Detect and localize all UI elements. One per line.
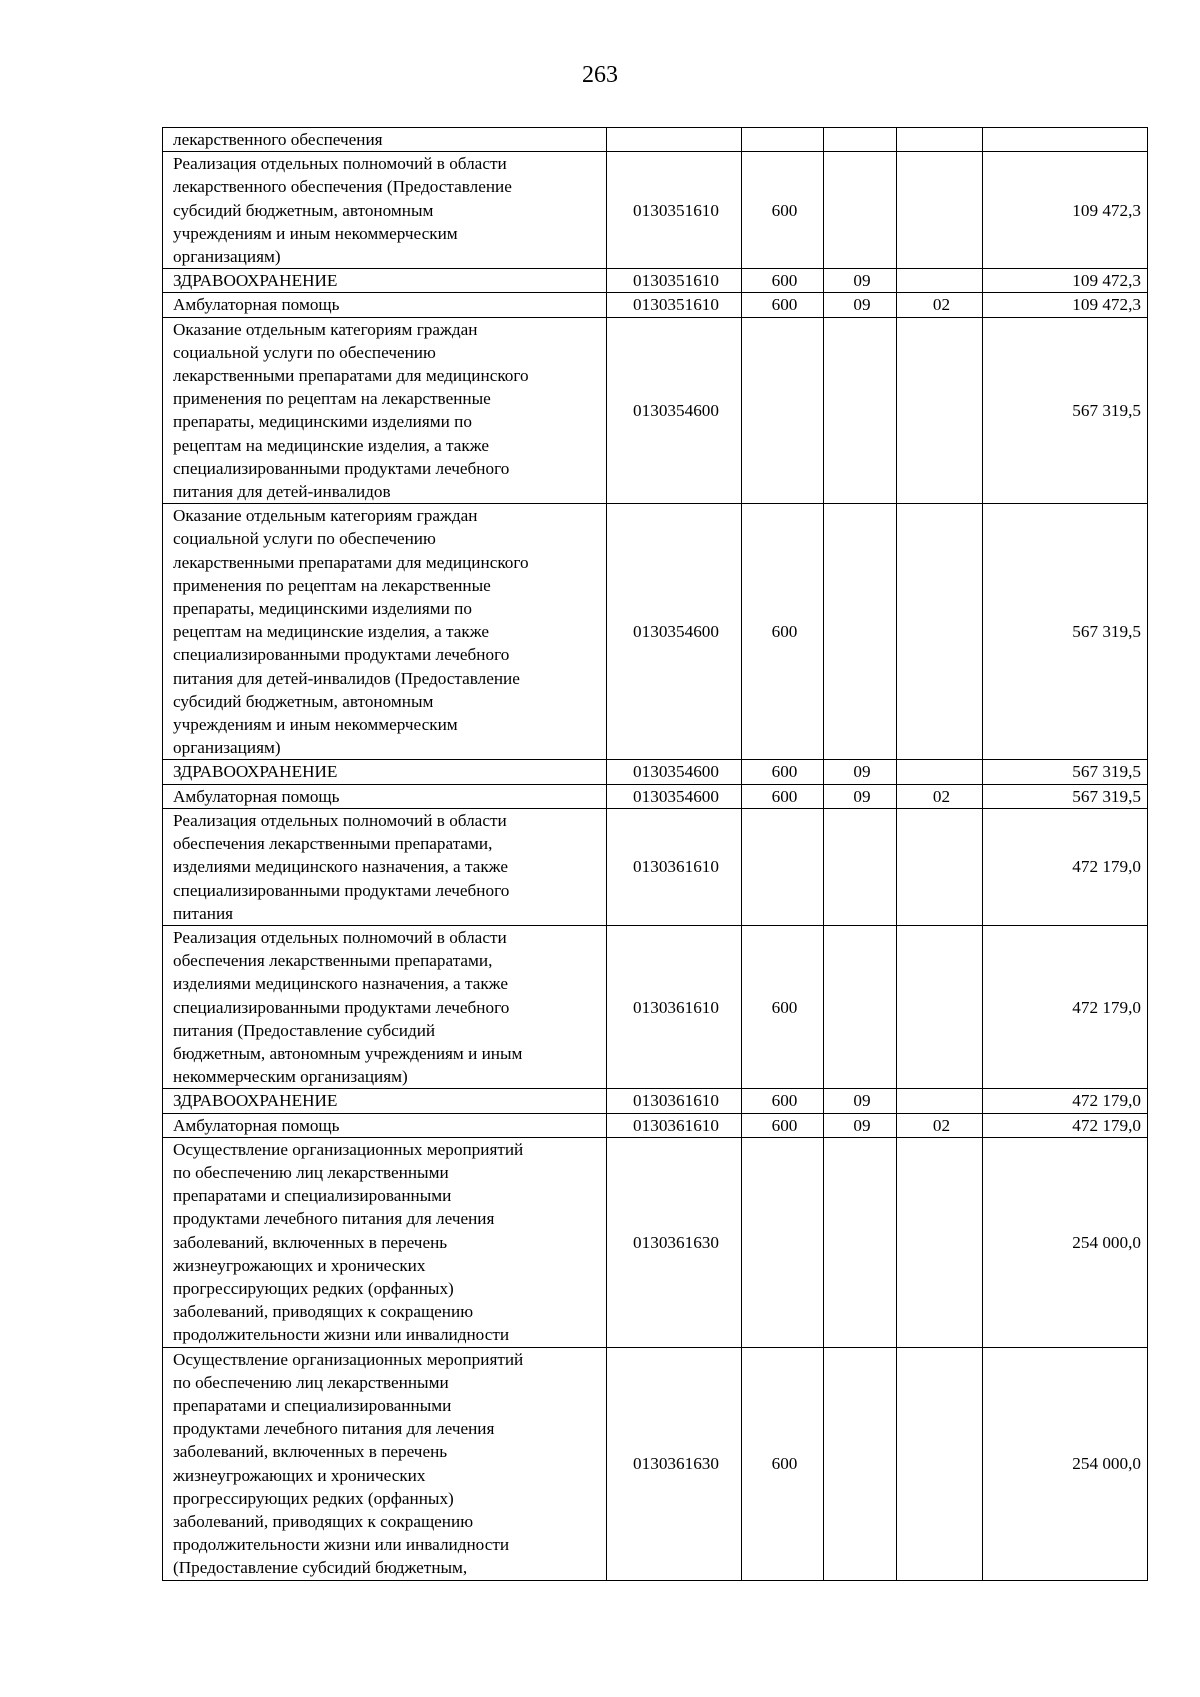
- row-amount: 109 472,3: [983, 269, 1148, 293]
- row-target-code: 0130361610: [607, 1113, 742, 1137]
- row-amount: [983, 128, 1148, 152]
- row-target-code: 0130361610: [607, 925, 742, 1088]
- row-section: [824, 317, 897, 504]
- row-expense-type: [742, 128, 824, 152]
- table-row: [163, 1137, 1148, 1347]
- row-expense-type: [742, 1137, 824, 1347]
- row-target-code: 0130351610: [607, 269, 742, 293]
- row-section: 09: [824, 760, 897, 784]
- row-amount: 567 319,5: [983, 784, 1148, 808]
- row-expense-type: 600: [742, 1113, 824, 1137]
- row-target-code: 0130361630: [607, 1137, 742, 1347]
- row-subsection: [897, 128, 983, 152]
- row-subsection: [897, 1347, 983, 1580]
- row-expense-type: 600: [742, 784, 824, 808]
- row-target-code: 0130361610: [607, 1089, 742, 1113]
- table-row: [163, 128, 1148, 152]
- row-amount: 254 000,0: [983, 1347, 1148, 1580]
- table-row: [163, 152, 1148, 269]
- table-row: [163, 1113, 1148, 1137]
- row-name: Реализация отдельных полномочий в области обеспечения лекарственными препаратами, изделиями медицинского назначения, а также специализированными продуктами лечебного питания: [163, 808, 607, 925]
- row-name: Реализация отдельных полномочий в области обеспечения лекарственными препаратами, изделиями медицинского назначения, а также специализированными продуктами лечебного питания (Предоставление субсидий бюджетным, автономным учреждениям и иным некоммерческим организациям): [163, 925, 607, 1088]
- row-target-code: 0130354600: [607, 504, 742, 760]
- row-amount: 109 472,3: [983, 293, 1148, 317]
- row-expense-type: 600: [742, 925, 824, 1088]
- row-name: лекарственного обеспечения: [163, 128, 607, 152]
- table-row: [163, 1347, 1148, 1580]
- row-subsection: [897, 317, 983, 504]
- table-row: [163, 760, 1148, 784]
- row-name: ЗДРАВООХРАНЕНИЕ: [163, 269, 607, 293]
- row-name: Амбулаторная помощь: [163, 1113, 607, 1137]
- row-name: ЗДРАВООХРАНЕНИЕ: [163, 760, 607, 784]
- row-section: [824, 1137, 897, 1347]
- row-expense-type: 600: [742, 1347, 824, 1580]
- table-row: [163, 317, 1148, 504]
- table-row: [163, 269, 1148, 293]
- row-name: ЗДРАВООХРАНЕНИЕ: [163, 1089, 607, 1113]
- row-target-code: [607, 128, 742, 152]
- row-subsection: [897, 1089, 983, 1113]
- budget-table-body: [163, 128, 1148, 1581]
- row-section: [824, 152, 897, 269]
- row-amount: 567 319,5: [983, 504, 1148, 760]
- row-amount: 472 179,0: [983, 808, 1148, 925]
- row-expense-type: 600: [742, 504, 824, 760]
- row-expense-type: 600: [742, 293, 824, 317]
- row-section: [824, 925, 897, 1088]
- row-name: Осуществление организационных мероприятий по обеспечению лиц лекарственными препаратами и специализированными продуктами лечебного питания для лечения заболеваний, включенных в перечень жизнеугрожающих и хронических прогрессирующих редких (орфанных) заболеваний, приводящих к сокращению продолжительности жизни или инвалидности: [163, 1137, 607, 1347]
- row-amount: 472 179,0: [983, 1089, 1148, 1113]
- table-row: [163, 1089, 1148, 1113]
- row-subsection: [897, 504, 983, 760]
- row-amount: 472 179,0: [983, 925, 1148, 1088]
- page-number: 263: [582, 62, 618, 88]
- row-target-code: 0130354600: [607, 784, 742, 808]
- row-section: 09: [824, 1089, 897, 1113]
- row-section: [824, 808, 897, 925]
- row-target-code: 0130361610: [607, 808, 742, 925]
- row-section: 09: [824, 293, 897, 317]
- row-section: [824, 1347, 897, 1580]
- row-subsection: [897, 269, 983, 293]
- row-subsection: [897, 760, 983, 784]
- row-name: Амбулаторная помощь: [163, 784, 607, 808]
- budget-table: [162, 127, 1148, 1581]
- row-expense-type: [742, 317, 824, 504]
- row-section: 09: [824, 784, 897, 808]
- table-row: [163, 925, 1148, 1088]
- row-section: [824, 128, 897, 152]
- row-subsection: 02: [897, 293, 983, 317]
- row-expense-type: 600: [742, 269, 824, 293]
- row-amount: 567 319,5: [983, 317, 1148, 504]
- row-name: Реализация отдельных полномочий в области лекарственного обеспечения (Предоставление субсидий бюджетным, автономным учреждениям и иным некоммерческим организациям): [163, 152, 607, 269]
- row-section: 09: [824, 1113, 897, 1137]
- row-target-code: 0130361630: [607, 1347, 742, 1580]
- table-row: [163, 504, 1148, 760]
- table-row: [163, 808, 1148, 925]
- table-row: [163, 784, 1148, 808]
- table-row: [163, 293, 1148, 317]
- row-subsection: [897, 808, 983, 925]
- row-expense-type: [742, 808, 824, 925]
- row-name: Амбулаторная помощь: [163, 293, 607, 317]
- row-target-code: 0130354600: [607, 760, 742, 784]
- row-name: Оказание отдельным категориям граждан социальной услуги по обеспечению лекарственными препаратами для медицинского применения по рецептам на лекарственные препараты, медицинскими изделиями по рецептам на медицинские изделия, а также специализированными продуктами лечебного питания для детей-инвалидов: [163, 317, 607, 504]
- row-name: Осуществление организационных мероприятий по обеспечению лиц лекарственными препаратами и специализированными продуктами лечебного питания для лечения заболеваний, включенных в перечень жизнеугрожающих и хронических прогрессирующих редких (орфанных) заболеваний, приводящих к сокращению продолжительности жизни или инвалидности (Предоставление субсидий бюджетным,: [163, 1347, 607, 1580]
- row-amount: 254 000,0: [983, 1137, 1148, 1347]
- row-target-code: 0130354600: [607, 317, 742, 504]
- row-section: 09: [824, 269, 897, 293]
- row-expense-type: 600: [742, 760, 824, 784]
- row-subsection: [897, 1137, 983, 1347]
- row-section: [824, 504, 897, 760]
- row-amount: 109 472,3: [983, 152, 1148, 269]
- row-expense-type: 600: [742, 152, 824, 269]
- row-subsection: [897, 925, 983, 1088]
- row-expense-type: 600: [742, 1089, 824, 1113]
- row-subsection: [897, 152, 983, 269]
- row-name: Оказание отдельным категориям граждан социальной услуги по обеспечению лекарственными препаратами для медицинского применения по рецептам на лекарственные препараты, медицинскими изделиями по рецептам на медицинские изделия, а также специализированными продуктами лечебного питания для детей-инвалидов (Предоставление субсидий бюджетным, автономным учреждениям и иным некоммерческим организациям): [163, 504, 607, 760]
- row-target-code: 0130351610: [607, 293, 742, 317]
- row-subsection: 02: [897, 1113, 983, 1137]
- row-amount: 567 319,5: [983, 760, 1148, 784]
- row-amount: 472 179,0: [983, 1113, 1148, 1137]
- row-subsection: 02: [897, 784, 983, 808]
- row-target-code: 0130351610: [607, 152, 742, 269]
